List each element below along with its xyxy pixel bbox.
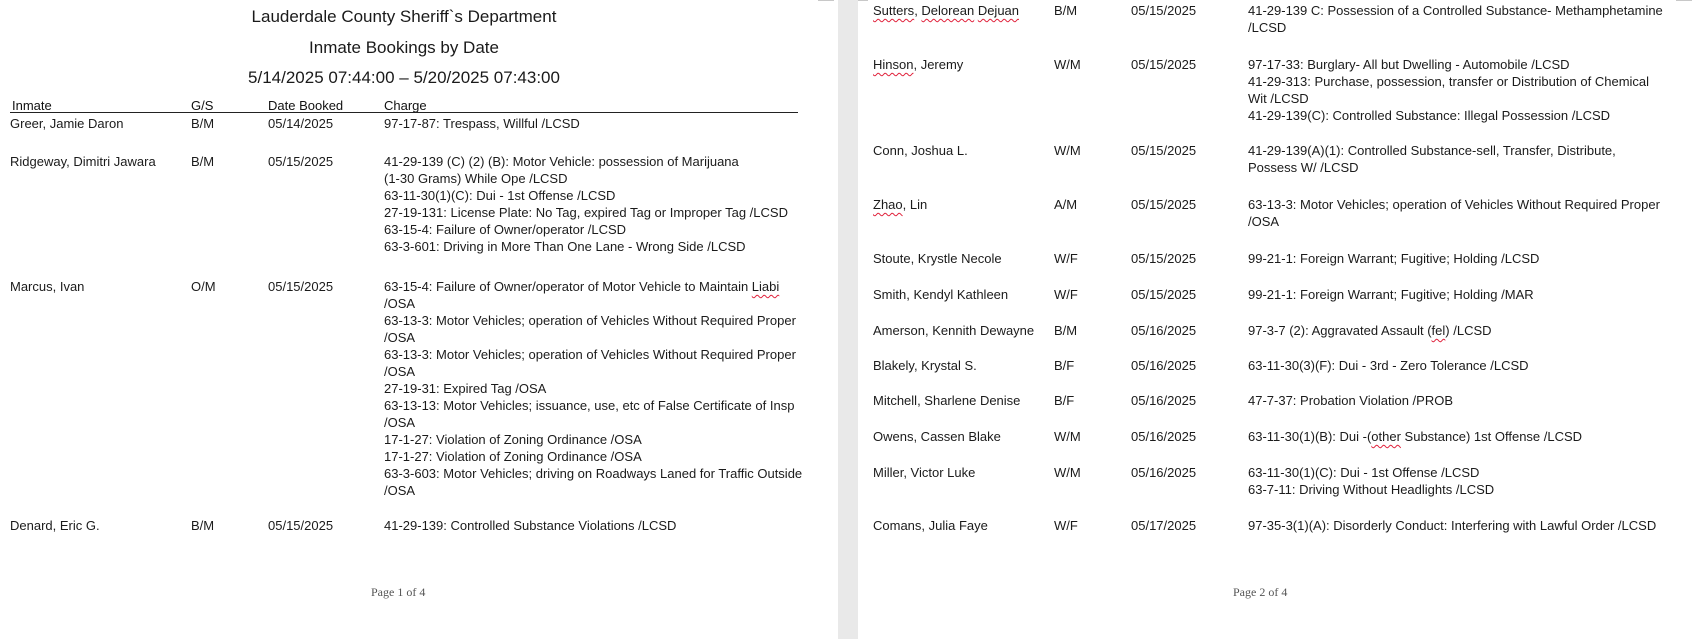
date-booked: 05/15/2025 bbox=[1131, 3, 1197, 18]
charge-line: 63-13-3: Motor Vehicles; operation of Vehicles Without Required Proper bbox=[384, 313, 796, 328]
gender-sex: A/M bbox=[1054, 197, 1078, 212]
spelling-flag: Hinson bbox=[873, 57, 914, 72]
date-booked: 05/15/2025 bbox=[1131, 197, 1197, 212]
gender-sex: W/F bbox=[1054, 518, 1078, 533]
inmate-name: Greer, Jamie Daron bbox=[10, 116, 124, 131]
charge-line: 99-21-1: Foreign Warrant; Fugitive; Holding /MAR bbox=[1248, 287, 1534, 302]
gender-sex: B/F bbox=[1054, 358, 1075, 373]
gender-sex: O/M bbox=[191, 279, 216, 294]
charge-line: 47-7-37: Probation Violation /PROB bbox=[1248, 393, 1453, 408]
charge-line: /OSA bbox=[1248, 214, 1280, 229]
column-header-charge: Charge bbox=[384, 98, 427, 113]
spelling-flag: Dejuan bbox=[977, 3, 1020, 18]
gender-sex: B/M bbox=[191, 116, 215, 131]
charge-line: 41-29-139(C): Controlled Substance: Illegal Possession /LCSD bbox=[1248, 108, 1611, 123]
charge-line: 41-29-139 C: Possession of a Controlled Substance- Methamphetamine bbox=[1248, 3, 1663, 18]
charge-line: 99-21-1: Foreign Warrant; Fugitive; Holding /LCSD bbox=[1248, 251, 1540, 266]
date-booked: 05/17/2025 bbox=[1131, 518, 1197, 533]
charge-line: 41-29-139: Controlled Substance Violations /LCSD bbox=[384, 518, 677, 533]
charge-line: 63-13-13: Motor Vehicles; issuance, use, etc of False Certificate of Insp bbox=[384, 398, 795, 413]
inmate-name: Miller, Victor Luke bbox=[873, 465, 976, 480]
charge-line: 63-11-30(1)(C): Dui - 1st Offense /LCSD bbox=[384, 188, 616, 203]
column-header-gs: G/S bbox=[191, 98, 214, 113]
report-name-title: Inmate Bookings by Date bbox=[309, 38, 499, 57]
date-booked: 05/15/2025 bbox=[1131, 251, 1197, 266]
inmate-name: Denard, Eric G. bbox=[10, 518, 100, 533]
gender-sex: B/M bbox=[1054, 323, 1078, 338]
charge-list bbox=[1248, 392, 1453, 409]
date-booked: 05/16/2025 bbox=[1131, 465, 1197, 480]
charge-list bbox=[1248, 428, 1582, 445]
date-booked: 05/15/2025 bbox=[268, 279, 334, 294]
charge-line: /OSA bbox=[384, 330, 416, 345]
charge-list bbox=[384, 278, 802, 499]
date-booked: 05/14/2025 bbox=[268, 116, 334, 131]
charge-list bbox=[1248, 250, 1539, 267]
date-booked: 05/16/2025 bbox=[1131, 323, 1197, 338]
inmate-name: Zhao, Lin bbox=[873, 197, 928, 212]
inmate-name: Ridgeway, Dimitri Jawara bbox=[10, 154, 156, 169]
date-booked: 05/16/2025 bbox=[1131, 393, 1197, 408]
gender-sex: B/M bbox=[191, 154, 215, 169]
report-page-2 bbox=[858, 0, 1692, 639]
charge-line: /OSA bbox=[384, 415, 416, 430]
gender-sex: W/M bbox=[1054, 143, 1081, 158]
charge-line: Wit /LCSD bbox=[1248, 91, 1309, 106]
inmate-name: Hinson, Jeremy bbox=[873, 57, 964, 72]
column-header-date-booked: Date Booked bbox=[268, 98, 344, 113]
charge-list bbox=[1248, 464, 1494, 498]
charge-line: (1-30 Grams) While Ope /LCSD bbox=[384, 171, 568, 186]
gender-sex: W/F bbox=[1054, 287, 1078, 302]
gender-sex: W/M bbox=[1054, 429, 1081, 444]
gender-sex: B/F bbox=[1054, 393, 1075, 408]
inmate-name: Amerson, Kennith Dewayne bbox=[873, 323, 1035, 338]
page-number: Page 2 of 4 bbox=[1233, 585, 1288, 599]
date-booked: 05/15/2025 bbox=[268, 154, 334, 169]
date-booked: 05/16/2025 bbox=[1131, 429, 1197, 444]
date-booked: 05/15/2025 bbox=[268, 518, 334, 533]
charge-list bbox=[384, 153, 788, 255]
charge-list bbox=[1248, 517, 1656, 534]
charge-list bbox=[384, 517, 676, 534]
charge-line: /OSA bbox=[384, 364, 416, 379]
page-corner-mark bbox=[1676, 0, 1692, 5]
page-corner-mark bbox=[858, 0, 868, 5]
charge-line: 63-3-603: Motor Vehicles; driving on Roadways Laned for Traffic Outside bbox=[384, 466, 803, 481]
gender-sex: W/M bbox=[1054, 57, 1081, 72]
report-date-range: 5/14/2025 07:44:00 – 5/20/2025 07:43:00 bbox=[248, 68, 560, 87]
spelling-flag: Delorean bbox=[921, 3, 975, 18]
inmate-name: Sutters, Delorean Dejuan bbox=[873, 3, 1020, 18]
charge-line: 63-7-11: Driving Without Headlights /LCSD bbox=[1248, 482, 1495, 497]
charge-line: 97-17-87: Trespass, Willful /LCSD bbox=[384, 116, 580, 131]
charge-line: /OSA bbox=[384, 296, 416, 311]
gender-sex: W/F bbox=[1054, 251, 1078, 266]
charge-line: 97-35-3(1)(A): Disorderly Conduct: Interfering with Lawful Order /LCSD bbox=[1248, 518, 1657, 533]
column-header-inmate: Inmate bbox=[12, 98, 52, 113]
inmate-name: Comans, Julia Faye bbox=[873, 518, 988, 533]
charge-line: 63-11-30(1)(C): Dui - 1st Offense /LCSD bbox=[1248, 465, 1480, 480]
inmate-name: Owens, Cassen Blake bbox=[873, 429, 1001, 444]
charge-list bbox=[1248, 2, 1663, 36]
report-page-1 bbox=[0, 0, 838, 639]
charge-line: /LCSD bbox=[1248, 20, 1287, 35]
charge-line: 41-29-313: Purchase, possession, transfer or Distribution of Chemical bbox=[1248, 74, 1650, 89]
gender-sex: B/M bbox=[1054, 3, 1078, 18]
charge-list bbox=[1248, 196, 1660, 230]
spelling-flag: Zhao bbox=[873, 197, 903, 212]
gender-sex: B/M bbox=[191, 518, 215, 533]
charge-line: 63-13-3: Motor Vehicles; operation of Vehicles Without Required Proper bbox=[1248, 197, 1660, 212]
charge-line: Possess W/ /LCSD bbox=[1248, 160, 1359, 175]
charge-list bbox=[384, 115, 580, 132]
charge-line: 63-3-601: Driving in More Than One Lane - Wrong Side /LCSD bbox=[384, 239, 746, 254]
spelling-flag: Sutters bbox=[873, 3, 915, 18]
inmate-name: Blakely, Krystal S. bbox=[873, 358, 977, 373]
charge-line: /OSA bbox=[384, 483, 416, 498]
charge-line: 27-19-31: Expired Tag /OSA bbox=[384, 381, 547, 396]
header-divider bbox=[10, 112, 798, 113]
spelling-flag: fel bbox=[1431, 323, 1446, 338]
charge-list bbox=[1248, 142, 1616, 176]
inmate-name: Mitchell, Sharlene Denise bbox=[873, 393, 1021, 408]
charge-line: 63-11-30(3)(F): Dui - 3rd - Zero Tolerance /LCSD bbox=[1248, 358, 1529, 373]
charge-list bbox=[1248, 322, 1492, 339]
spelling-flag: Liabi bbox=[751, 279, 780, 294]
charge-line: 63-11-30(1)(B): Dui -(other Substance) 1st Offense /LCSD bbox=[1248, 429, 1583, 444]
charge-line: 41-29-139 (C) (2) (B): Motor Vehicle: possession of Marijuana bbox=[384, 154, 739, 169]
date-booked: 05/15/2025 bbox=[1131, 287, 1197, 302]
charge-line: 97-17-33: Burglary- All but Dwelling - Automobile /LCSD bbox=[1248, 57, 1570, 72]
charge-line: 17-1-27: Violation of Zoning Ordinance /OSA bbox=[384, 449, 642, 464]
charge-line: 41-29-139(A)(1): Controlled Substance-sell, Transfer, Distribute, bbox=[1248, 143, 1616, 158]
charge-line: 63-15-4: Failure of Owner/operator of Motor Vehicle to Maintain Liabi bbox=[384, 279, 780, 294]
inmate-name: Marcus, Ivan bbox=[10, 279, 85, 294]
page-corner-mark bbox=[818, 0, 834, 5]
page-number: Page 1 of 4 bbox=[371, 585, 426, 599]
charge-list bbox=[1248, 357, 1529, 374]
inmate-name: Conn, Joshua L. bbox=[873, 143, 968, 158]
date-booked: 05/16/2025 bbox=[1131, 358, 1197, 373]
gender-sex: W/M bbox=[1054, 465, 1081, 480]
charge-list bbox=[1248, 56, 1649, 124]
charge-list bbox=[1248, 286, 1534, 303]
spelling-flag: other bbox=[1371, 429, 1401, 444]
charge-line: 97-3-7 (2): Aggravated Assault (fel) /LCSD bbox=[1248, 323, 1492, 338]
inmate-name: Smith, Kendyl Kathleen bbox=[873, 287, 1009, 302]
charge-line: 63-13-3: Motor Vehicles; operation of Vehicles Without Required Proper bbox=[384, 347, 796, 362]
date-booked: 05/15/2025 bbox=[1131, 57, 1197, 72]
date-booked: 05/15/2025 bbox=[1131, 143, 1197, 158]
report-agency-title: Lauderdale County Sheriff`s Department bbox=[251, 7, 557, 26]
charge-line: 17-1-27: Violation of Zoning Ordinance /OSA bbox=[384, 432, 642, 447]
charge-line: 63-15-4: Failure of Owner/operator /LCSD bbox=[384, 222, 627, 237]
charge-line: 27-19-131: License Plate: No Tag, expired Tag or Improper Tag /LCSD bbox=[384, 205, 788, 220]
inmate-name: Stoute, Krystle Necole bbox=[873, 251, 1002, 266]
